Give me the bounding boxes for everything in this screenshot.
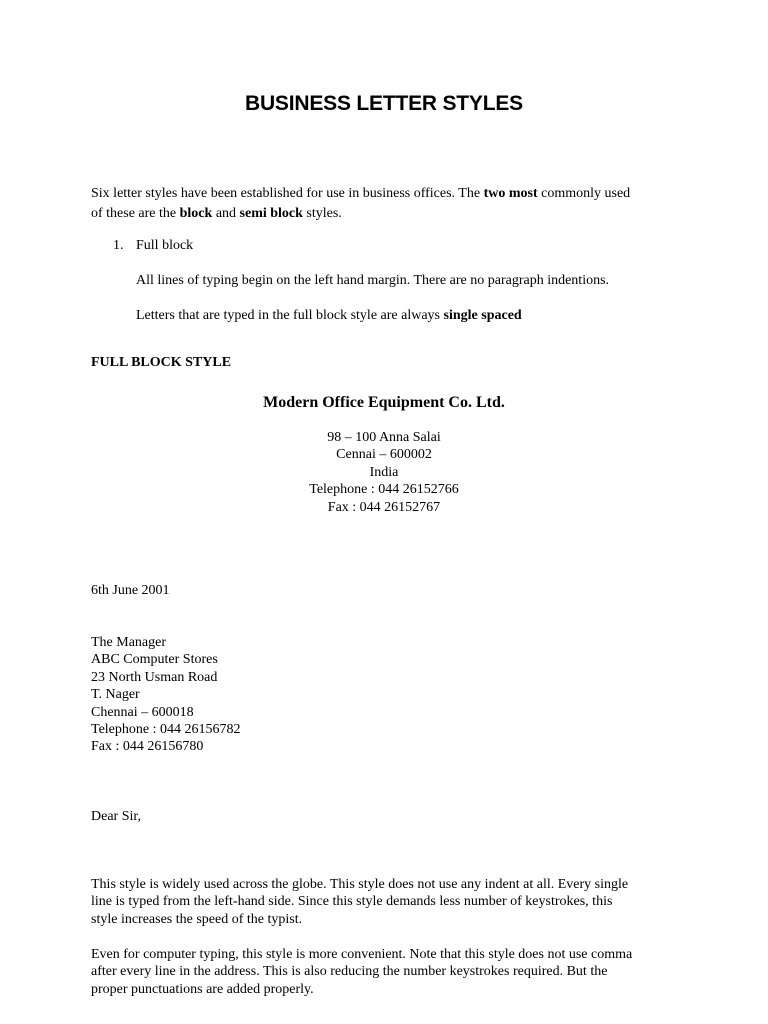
recipient-line: ABC Computer Stores — [91, 652, 218, 668]
page-title: BUSINESS LETTER STYLES — [245, 92, 523, 115]
section-heading: FULL BLOCK STYLE — [91, 355, 232, 370]
recipient-line: T. Nager — [91, 687, 140, 703]
recipient-line: The Manager — [91, 635, 167, 650]
intro-text: styles. — [302, 206, 342, 221]
paragraph-line: style increases the speed of the typist. — [91, 911, 303, 927]
intro-text: and — [212, 206, 240, 221]
recipient-line: Chennai – 600018 — [91, 704, 194, 720]
recipient-line: Telephone : 044 26156782 — [91, 721, 241, 737]
recipient-address — [91, 634, 241, 756]
intro-line-1 — [91, 184, 630, 204]
intro-emphasis: block — [179, 206, 213, 221]
paragraph-line: proper punctuations are added properly. — [91, 981, 314, 997]
list-item-description: All lines of typing begin on the left hand margin. There are no paragraph indentions. — [136, 273, 610, 288]
intro-text: of these are the — [91, 206, 180, 221]
salutation: Dear Sir, — [91, 809, 141, 824]
paragraph-line: Even for computer typing, this style is more convenient. Note that this style does not use comma — [91, 947, 633, 962]
address-line: 98 – 100 Anna Salai — [327, 430, 441, 445]
list-item-number: 1. — [113, 238, 124, 253]
company-name: Modern Office Equipment Co. Ltd. — [263, 394, 505, 411]
recipient-line: 23 North Usman Road — [91, 669, 218, 685]
recipient-line: Fax : 044 26156780 — [91, 739, 204, 755]
address-line: Telephone : 044 26152766 — [309, 482, 459, 498]
paragraph-line: line is typed from the left-hand side. Since this style demands less number of keystrokes, this — [91, 894, 613, 910]
intro-text: commonly used — [537, 186, 631, 201]
body-paragraph-2 — [91, 946, 632, 998]
intro-line-2 — [91, 204, 342, 224]
intro-text: Six letter styles have been established for use in business offices. The — [91, 186, 484, 201]
intro-emphasis: two most — [483, 186, 538, 201]
description-emphasis: single spaced — [443, 308, 522, 323]
letter-date: 6th June 2001 — [91, 583, 170, 598]
address-line: India — [369, 464, 399, 480]
paragraph-line: This style is widely used across the globe. This style does not use any indent at all. Every single — [91, 877, 629, 892]
company-address — [0, 429, 768, 516]
intro-emphasis: semi block — [239, 206, 303, 221]
address-line: Cennai – 600002 — [336, 447, 432, 463]
paragraph-line: after every line in the address. This is also reducing the number keystrokes required. But the — [91, 964, 608, 980]
description-text: Letters that are typed in the full block style are always — [136, 308, 444, 323]
list-item-label: Full block — [136, 238, 194, 253]
list-item-description — [136, 306, 522, 326]
address-line: Fax : 044 26152767 — [327, 499, 441, 515]
body-paragraph-1 — [91, 876, 628, 928]
